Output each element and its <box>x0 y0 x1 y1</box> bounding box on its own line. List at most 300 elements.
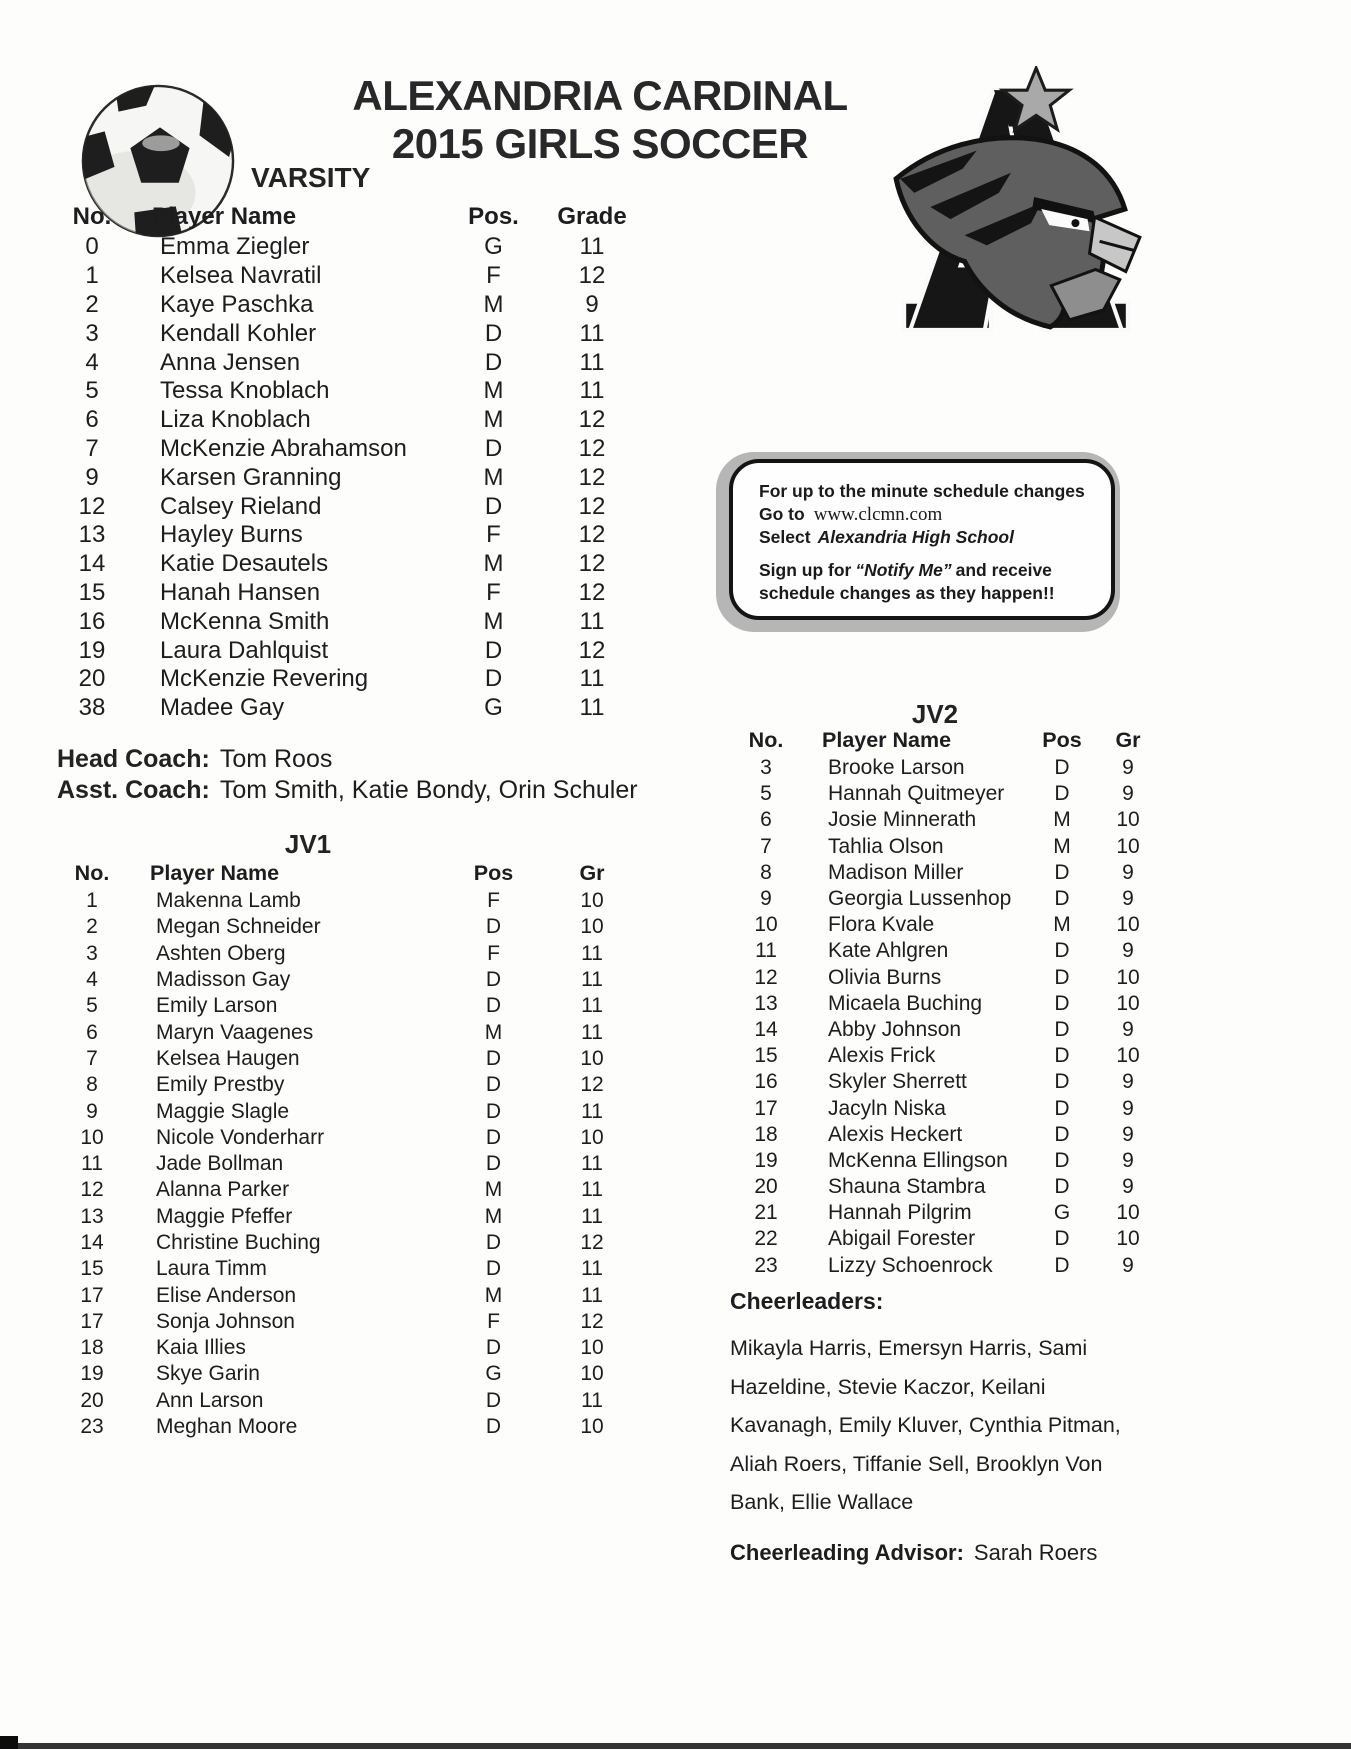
cell-grade: 11 <box>579 665 605 693</box>
col-header-no: No. <box>72 202 112 230</box>
scan-edge-chip <box>0 1736 18 1749</box>
table-row <box>58 914 643 940</box>
cell-no: 1 <box>85 262 99 290</box>
table-row <box>58 1204 643 1230</box>
col-header-name: Player Name <box>822 727 952 752</box>
cell-gr: 11 <box>581 1152 603 1176</box>
table-row <box>730 807 1140 833</box>
cell-gr: 11 <box>581 1178 603 1202</box>
cell-gr: 10 <box>580 1336 604 1360</box>
cell-gr: 10 <box>1116 965 1140 989</box>
cell-pos: D <box>485 1046 502 1070</box>
cell-no: 12 <box>80 1178 104 1202</box>
cell-gr: 11 <box>581 1283 603 1307</box>
cell-no: 38 <box>78 694 106 722</box>
cell-no: 10 <box>754 913 778 937</box>
cell-pos: D <box>1054 965 1070 989</box>
cell-name: Calsey Rieland <box>160 492 322 520</box>
table-row <box>58 1125 643 1151</box>
cell-name: Karsen Granning <box>160 463 342 491</box>
cell-name: Maggie Pfeffer <box>156 1204 293 1228</box>
col-header-gr: Gr <box>1115 727 1141 752</box>
cell-pos: D <box>484 636 503 664</box>
cell-no: 17 <box>80 1309 104 1333</box>
cell-pos: D <box>1054 1070 1070 1094</box>
table-row <box>58 1361 643 1387</box>
col-header-pos: Pos <box>473 860 514 885</box>
table-row <box>730 781 1140 807</box>
cell-gr: 11 <box>581 941 603 965</box>
cell-grade: 12 <box>578 262 606 290</box>
table-row <box>58 993 643 1019</box>
notify-me-quote: “Notify Me” <box>855 560 952 580</box>
table-row <box>730 1253 1140 1279</box>
cell-pos: M <box>483 406 504 434</box>
table-row <box>58 941 643 967</box>
cell-pos: M <box>483 377 504 405</box>
cell-pos: D <box>1054 782 1070 806</box>
cell-gr: 11 <box>581 1388 603 1412</box>
cell-name: Flora Kvale <box>828 913 935 937</box>
table-row <box>58 435 643 464</box>
cell-no: 6 <box>86 1020 98 1044</box>
page-title <box>280 72 920 168</box>
cell-gr: 10 <box>1116 991 1140 1015</box>
table-row <box>58 1098 643 1124</box>
cell-gr: 11 <box>581 1257 603 1281</box>
cell-no: 3 <box>86 941 98 965</box>
cell-name: Jade Bollman <box>156 1152 284 1176</box>
cell-grade: 11 <box>579 233 605 261</box>
cheer-advisor-name: Sarah Roers <box>973 1539 1098 1565</box>
cell-pos: D <box>1054 860 1070 884</box>
cell-grade: 12 <box>578 550 606 578</box>
table-row <box>58 463 643 492</box>
cell-pos: D <box>485 915 502 939</box>
cell-name: Katie Desautels <box>160 550 329 578</box>
table-row <box>730 991 1140 1017</box>
cell-name: Sonja Johnson <box>156 1309 295 1333</box>
cell-name: Micaela Buching <box>828 991 983 1015</box>
cell-grade: 11 <box>579 607 605 635</box>
cell-pos: M <box>483 290 504 318</box>
cell-no: 5 <box>86 994 98 1018</box>
title-line-1: ALEXANDRIA CARDINAL <box>352 72 848 119</box>
cell-no: 19 <box>80 1362 104 1386</box>
cell-no: 9 <box>85 463 99 491</box>
cell-no: 7 <box>85 434 99 462</box>
table-row <box>58 377 643 406</box>
cell-no: 13 <box>754 991 778 1015</box>
table-row <box>58 967 643 993</box>
cell-pos: D <box>1054 1044 1070 1068</box>
cheerleaders-heading: Cheerleaders: <box>730 1288 884 1314</box>
scan-edge-bar <box>0 1743 1351 1749</box>
cell-no: 13 <box>78 521 106 549</box>
table-row <box>58 694 643 723</box>
cell-name: Kendall Kohler <box>160 319 317 347</box>
cell-no: 7 <box>760 834 772 858</box>
cell-name: Brooke Larson <box>828 756 965 780</box>
title-line-2: 2015 GIRLS SOCCER <box>391 120 809 167</box>
table-row <box>730 860 1140 886</box>
cell-no: 23 <box>80 1415 104 1439</box>
cell-pos: G <box>484 694 503 722</box>
jv1-header-row <box>58 858 643 888</box>
asst-coach-line <box>57 775 638 806</box>
cell-pos: D <box>485 1099 502 1123</box>
cell-no: 12 <box>754 965 778 989</box>
cell-pos: D <box>485 1388 502 1412</box>
cell-gr: 9 <box>1122 887 1134 911</box>
schedule-line-2 <box>759 503 1099 526</box>
cell-gr: 9 <box>1122 860 1134 884</box>
cell-pos: M <box>484 1020 503 1044</box>
cell-name: Megan Schneider <box>156 915 321 939</box>
cell-no: 5 <box>760 782 772 806</box>
col-header-gr: Gr <box>579 860 605 885</box>
cell-gr: 11 <box>581 1099 603 1123</box>
cell-grade: 12 <box>578 434 606 462</box>
cell-no: 19 <box>78 636 106 664</box>
cell-no: 11 <box>755 939 777 963</box>
asst-coach-names: Tom Smith, Katie Bondy, Orin Schuler <box>219 776 638 804</box>
jv2-section-label: JV2 <box>911 699 959 729</box>
cell-no: 12 <box>78 492 106 520</box>
table-row <box>58 1019 643 1045</box>
cell-pos: D <box>485 1231 502 1254</box>
jv2-rows <box>730 755 1140 1279</box>
cell-pos: D <box>1054 1227 1070 1251</box>
table-row <box>730 1174 1140 1200</box>
cell-gr: 10 <box>1116 1227 1140 1251</box>
cell-name: Alexis Heckert <box>828 1122 963 1146</box>
cell-gr: 9 <box>1122 1175 1134 1199</box>
cell-pos: M <box>483 550 504 578</box>
cell-gr: 12 <box>580 1309 604 1333</box>
cell-pos: D <box>485 1125 502 1149</box>
cell-name: Jacyln Niska <box>828 1096 946 1120</box>
cell-pos: D <box>484 434 503 462</box>
cell-pos: F <box>487 889 500 913</box>
cell-pos: F <box>486 521 501 549</box>
cell-name: Elise Anderson <box>156 1283 297 1307</box>
table-row <box>730 1043 1140 1069</box>
cell-no: 2 <box>85 290 99 318</box>
cell-no: 15 <box>754 1044 778 1068</box>
cell-gr: 10 <box>580 915 604 939</box>
cell-no: 7 <box>86 1046 98 1070</box>
cell-no: 15 <box>80 1257 104 1281</box>
cell-name: Ann Larson <box>156 1388 264 1412</box>
table-row <box>730 912 1140 938</box>
table-row <box>58 1072 643 1098</box>
cell-no: 0 <box>85 233 99 261</box>
cell-gr: 9 <box>1122 1148 1134 1172</box>
table-row <box>58 406 643 435</box>
jv2-roster-table <box>730 725 1140 1279</box>
cell-grade: 12 <box>578 578 606 606</box>
cell-gr: 10 <box>580 1415 604 1439</box>
cell-no: 9 <box>760 887 772 911</box>
cell-no: 4 <box>86 968 98 992</box>
goto-label: Go to <box>759 504 805 524</box>
cell-no: 3 <box>85 319 99 347</box>
cell-no: 23 <box>754 1253 778 1277</box>
table-row <box>58 521 643 550</box>
cell-no: 16 <box>754 1070 778 1094</box>
cell-gr: 10 <box>1116 1044 1140 1068</box>
cell-name: Emily Prestby <box>156 1073 285 1097</box>
cell-name: Skyler Sherrett <box>828 1070 967 1094</box>
col-header-pos: Pos. <box>468 202 519 230</box>
cell-gr: 10 <box>1116 913 1140 937</box>
cell-pos: D <box>1054 939 1070 963</box>
cheerleaders-block <box>730 1288 1134 1566</box>
cheer-advisor-label: Cheerleading Advisor: <box>730 1539 964 1565</box>
table-row <box>58 888 643 914</box>
cell-name: Olivia Burns <box>828 965 942 989</box>
cell-no: 21 <box>754 1201 778 1225</box>
cell-pos: M <box>1053 834 1071 858</box>
table-row <box>58 1151 643 1177</box>
cell-pos: G <box>484 233 503 261</box>
schedule-url: www.clcmn.com <box>813 504 943 525</box>
cell-pos: M <box>484 1204 503 1228</box>
cell-name: McKenna Smith <box>160 607 330 635</box>
cell-grade: 11 <box>579 377 605 405</box>
cell-pos: M <box>484 1178 503 1202</box>
table-row <box>730 1069 1140 1095</box>
cell-no: 22 <box>754 1227 778 1251</box>
cell-no: 9 <box>86 1099 98 1123</box>
cell-name: Abigail Forester <box>828 1227 976 1251</box>
cell-pos: D <box>484 492 503 520</box>
cell-pos: D <box>485 1336 502 1360</box>
cell-pos: D <box>1054 1253 1070 1277</box>
cell-no: 20 <box>754 1175 778 1199</box>
cell-no: 18 <box>754 1122 778 1146</box>
col-header-pos: Pos <box>1042 727 1082 752</box>
jv2-header-row <box>730 725 1140 755</box>
cell-grade: 12 <box>578 521 606 549</box>
table-row <box>58 1177 643 1203</box>
cell-no: 14 <box>754 1017 778 1041</box>
table-row <box>730 886 1140 912</box>
cell-name: Maggie Slagle <box>156 1099 290 1123</box>
table-row <box>730 1226 1140 1252</box>
cell-gr: 12 <box>580 1231 604 1254</box>
cell-pos: F <box>486 578 501 606</box>
table-row <box>58 233 643 262</box>
cell-no: 2 <box>86 915 98 939</box>
cell-name: Shauna Stambra <box>828 1175 986 1199</box>
table-row <box>730 1095 1140 1121</box>
cell-name: Kate Ahlgren <box>828 939 949 963</box>
cardinal-a-logo <box>890 66 1142 338</box>
cell-no: 19 <box>754 1148 778 1172</box>
cell-no: 17 <box>754 1096 778 1120</box>
school-name: Alexandria High School <box>817 527 1014 547</box>
varsity-rows <box>58 233 643 723</box>
cell-pos: D <box>485 1152 502 1176</box>
table-row <box>58 348 643 377</box>
cell-no: 14 <box>78 550 106 578</box>
cell-name: Hanah Hansen <box>160 578 321 606</box>
cell-name: Georgia Lussenhop <box>828 887 1012 911</box>
table-row <box>58 1309 643 1335</box>
cell-pos: M <box>1053 913 1071 937</box>
cell-name: Emily Larson <box>156 994 278 1018</box>
cell-pos: D <box>1054 1148 1070 1172</box>
schedule-line-1: For up to the minute schedule changes <box>759 481 1085 501</box>
table-row <box>730 755 1140 781</box>
cell-pos: D <box>1054 1017 1070 1041</box>
head-coach-label: Head Coach: <box>57 745 210 773</box>
cell-name: Alexis Frick <box>828 1044 936 1068</box>
cell-name: Hannah Quitmeyer <box>828 782 1005 806</box>
cell-gr: 12 <box>580 1073 604 1097</box>
table-row <box>58 579 643 608</box>
cell-gr: 9 <box>1122 1096 1134 1120</box>
cell-pos: D <box>485 968 502 992</box>
col-header-no: No. <box>748 727 784 752</box>
cell-name: McKenzie Revering <box>160 665 369 693</box>
varsity-header-row <box>58 200 643 233</box>
cell-name: Christine Buching <box>156 1231 321 1254</box>
cell-pos: F <box>487 1309 500 1333</box>
cell-no: 13 <box>80 1204 104 1228</box>
cell-pos: D <box>484 319 503 347</box>
cell-gr: 10 <box>580 889 604 913</box>
cell-gr: 9 <box>1122 939 1134 963</box>
table-row <box>58 1414 643 1440</box>
cell-name: Tessa Knoblach <box>160 377 330 405</box>
table-row <box>58 1335 643 1361</box>
cell-grade: 12 <box>578 463 606 491</box>
cell-pos: D <box>1054 1175 1070 1199</box>
table-row <box>58 550 643 579</box>
cell-name: Hayley Burns <box>160 521 303 549</box>
jv1-section-label: JV1 <box>284 829 332 859</box>
varsity-section-label: VARSITY <box>251 162 371 193</box>
cell-gr: 11 <box>581 1020 603 1044</box>
cell-name: Kelsea Haugen <box>156 1046 300 1070</box>
table-row <box>58 492 643 521</box>
cell-pos: M <box>483 463 504 491</box>
table-row <box>58 607 643 636</box>
table-row <box>58 291 643 320</box>
table-row <box>730 1148 1140 1174</box>
cell-no: 20 <box>80 1388 104 1412</box>
cell-pos: D <box>1054 756 1070 780</box>
cell-grade: 11 <box>579 694 605 722</box>
schedule-signup-line <box>759 559 1099 605</box>
table-row <box>58 1256 643 1282</box>
table-row <box>730 938 1140 964</box>
cell-gr: 9 <box>1122 1122 1134 1146</box>
table-row <box>58 1282 643 1308</box>
cell-pos: D <box>484 348 503 376</box>
cell-grade: 11 <box>579 319 605 347</box>
table-row <box>58 1046 643 1072</box>
cell-gr: 9 <box>1122 1253 1134 1277</box>
table-row <box>730 1122 1140 1148</box>
cell-pos: D <box>485 1257 502 1281</box>
table-row <box>58 665 643 694</box>
cheer-advisor-line <box>730 1540 1134 1566</box>
signup-suffix: and receive schedule changes as they happen!! <box>759 560 1055 603</box>
cell-name: Maryn Vaagenes <box>156 1020 314 1044</box>
table-row <box>58 636 643 665</box>
cell-gr: 10 <box>580 1046 604 1070</box>
select-label: Select <box>759 527 811 547</box>
jv1-rows <box>58 888 643 1440</box>
cell-pos: D <box>485 1073 502 1097</box>
head-coach-name: Tom Roos <box>219 745 333 773</box>
cell-gr: 9 <box>1122 756 1134 780</box>
asst-coach-label: Asst. Coach: <box>57 776 210 804</box>
cell-pos: F <box>486 262 501 290</box>
cell-name: Anna Jensen <box>160 348 301 376</box>
cell-pos: D <box>1054 1096 1070 1120</box>
cell-name: Madison Miller <box>828 860 964 884</box>
cell-grade: 12 <box>578 492 606 520</box>
cell-grade: 9 <box>585 290 599 318</box>
signup-prefix: Sign up for <box>759 560 852 580</box>
schedule-notice-inner <box>729 459 1115 620</box>
table-row <box>730 1200 1140 1226</box>
cell-gr: 10 <box>580 1125 604 1149</box>
cell-no: 1 <box>86 889 98 913</box>
cell-pos: F <box>487 941 500 965</box>
cell-name: Madee Gay <box>160 694 285 722</box>
cell-pos: G <box>485 1362 502 1386</box>
table-row <box>730 834 1140 860</box>
table-row <box>730 965 1140 991</box>
cell-no: 4 <box>85 348 99 376</box>
cell-name: Meghan Moore <box>156 1415 298 1439</box>
cell-grade: 11 <box>579 348 605 376</box>
schedule-line-3 <box>759 526 1099 549</box>
cell-name: Kaia Illies <box>156 1336 246 1360</box>
cell-gr: 10 <box>1116 1201 1140 1225</box>
cell-grade: 12 <box>578 636 606 664</box>
cell-gr: 10 <box>1116 834 1140 858</box>
cell-no: 16 <box>78 607 106 635</box>
cell-name: Alanna Parker <box>156 1178 290 1202</box>
cell-gr: 11 <box>581 1204 603 1228</box>
table-row <box>730 1017 1140 1043</box>
cell-pos: D <box>1054 1122 1070 1146</box>
cell-name: Josie Minnerath <box>828 808 977 832</box>
cell-gr: 9 <box>1122 1070 1134 1094</box>
cell-name: Nicole Vonderharr <box>156 1125 325 1149</box>
table-row <box>58 1230 643 1256</box>
cell-no: 6 <box>85 406 99 434</box>
cell-name: Makenna Lamb <box>156 889 301 913</box>
cell-name: Kaye Paschka <box>160 290 314 318</box>
table-row <box>58 262 643 291</box>
cell-no: 10 <box>80 1125 104 1149</box>
table-row <box>58 319 643 348</box>
cell-no: 3 <box>760 756 772 780</box>
coaches-block <box>57 744 638 806</box>
cell-name: McKenzie Abrahamson <box>160 434 407 462</box>
head-coach-line <box>57 744 638 775</box>
cell-name: Lizzy Schoenrock <box>828 1253 993 1277</box>
cell-name: Laura Dahlquist <box>160 636 329 664</box>
